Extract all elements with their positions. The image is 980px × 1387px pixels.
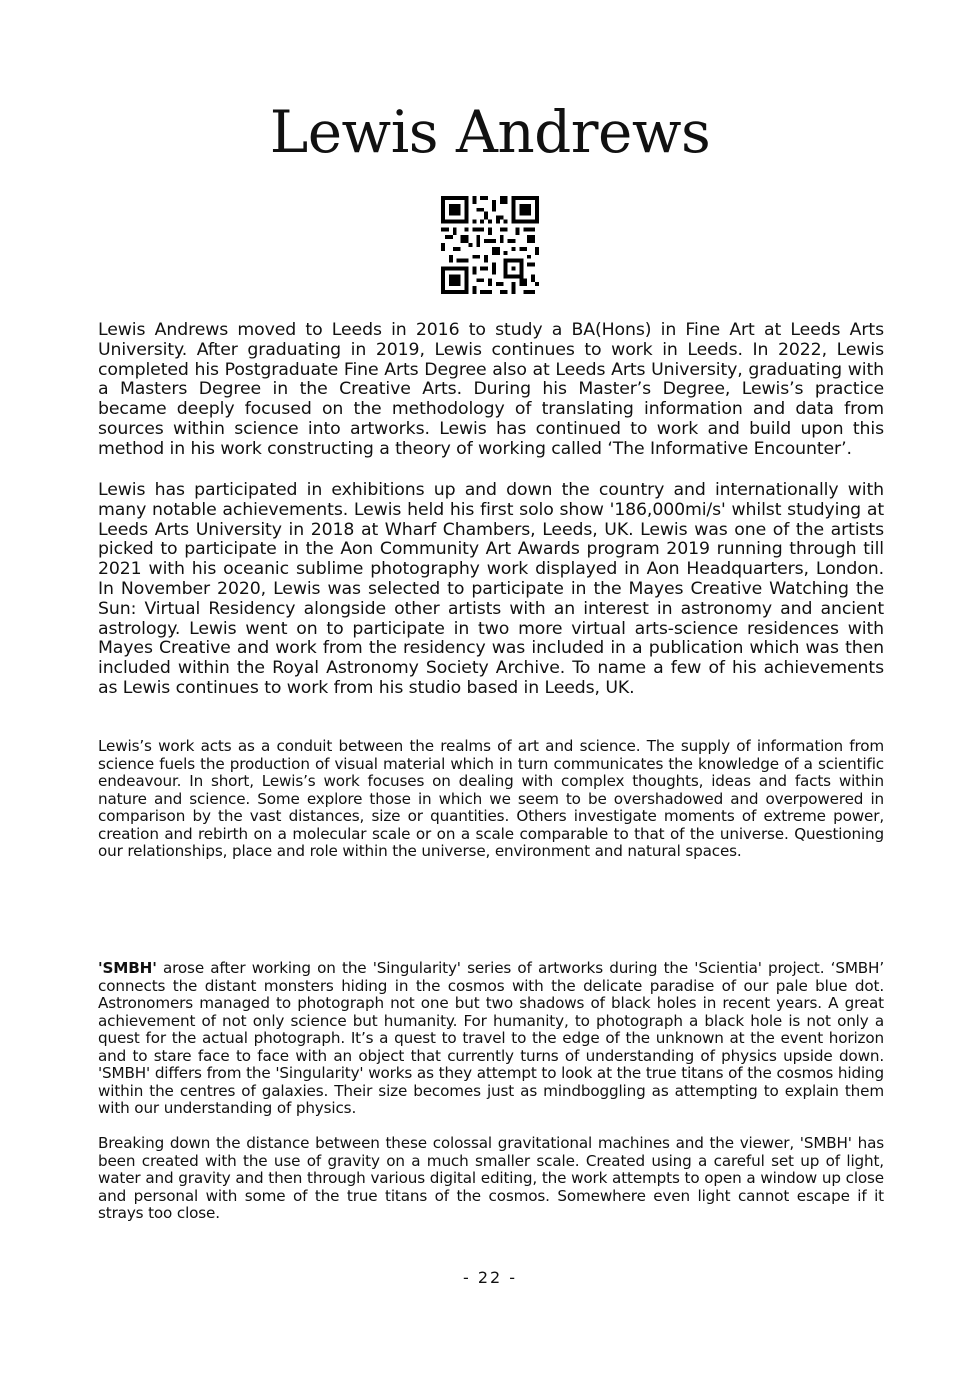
artwork-title: 'SMBH' [98, 959, 157, 977]
artwork-paragraph-2: Breaking down the distance between these colossal gravitational machines and the viewer, 'SMBH' has been created with the use of gravity on a much smaller scale. Created using a careful set up of light, water and gravity and then through various digital editing, the work attempts to open a window up close and personal with some of the true titans of the cosmos. Somewhere even light cannot escape if it strays too close. [98, 1134, 884, 1222]
artwork-paragraph-1 [98, 960, 884, 1118]
page-title: Lewis Andrews [269, 98, 711, 166]
bio-paragraph-1: Lewis Andrews moved to Leeds in 2016 to study a BA(Hons) in Fine Art at Leeds Arts University. After graduating in 2019, Lewis continues to work in Leeds. In 2022, Lewis completed his Postgraduate Fine Arts Degree also at Leeds Arts University, graduating with a Masters Degree in the Creative Arts. During his Master’s Degree, Lewis’s practice became deeply focused on the methodology of translating information and data from sources within science into artworks. Lewis has continued to work and build upon this method in his work constructing a theory of working called ‘The Informative Encounter’. [98, 320, 884, 459]
page-number: - 22 - [462, 1268, 518, 1287]
bio-paragraph-3: Lewis’s work acts as a conduit between the realms of art and science. The supply of information from science fuels the production of visual material which in turn communicates the knowledge of a scientific endeavour. In short, Lewis’s work focuses on dealing with complex thoughts, ideas and facts within nature and science. Some explore those in which we seem to be overshadowed and overpowered in comparison by the vast distances, size or quantities. Others investigate moments of extreme power, creation and rebirth on a molecular scale or on a scale comparable to that of the universe. Questioning our relationships, place and role within the universe, environment and natural spaces. [98, 737, 884, 860]
artwork-paragraph-1-text: arose after working on the 'Singularity' series of artworks during the 'Scientia' project. ‘SMBH’ connects the distant monsters hiding in the cosmos with the delicate paradise of our pale blue dot. Astronomers managed to photograph not one but two shadows of black holes in recent years. A great achievement of not only science but humanity. For humanity, to photograph a black hole is not only a quest for the actual photograph. It’s a quest to travel to the edge of the unknown at the event horizon and to stare face to face with an object that currently turns of understanding of physics upside down. 'SMBH' differs from the 'Singularity' works as they attempt to look at the true titans of the cosmos hiding within the centres of galaxies. Their size becomes just as mindboggling as attempting to explain them with our understanding of physics. [98, 959, 884, 1117]
qr-code-icon [441, 196, 539, 294]
bio-paragraph-2: Lewis has participated in exhibitions up and down the country and internationally with many notable achievements. Lewis held his first solo show '186,000mi/s' whilst studying at Leeds Arts University in 2018 at Wharf Chambers, Leeds, UK. Lewis was one of the artists picked to participate in the Aon Community Art Awards program 2019 running through till 2021 with his oceanic sublime photography work displayed in Aon Headquarters, London. In November 2020, Lewis was selected to participate in the Mayes Creative Watching the Sun: Virtual Residency alongside other artists with an interest in astronomy and ancient astrology. Lewis went on to participate in two more virtual arts-science residences with Mayes Creative and work from the residency was included in a publication which was then included within the Royal Astronomy Society Archive. To name a few of his achievements as Lewis continues to work from his studio based in Leeds, UK. [98, 480, 884, 698]
